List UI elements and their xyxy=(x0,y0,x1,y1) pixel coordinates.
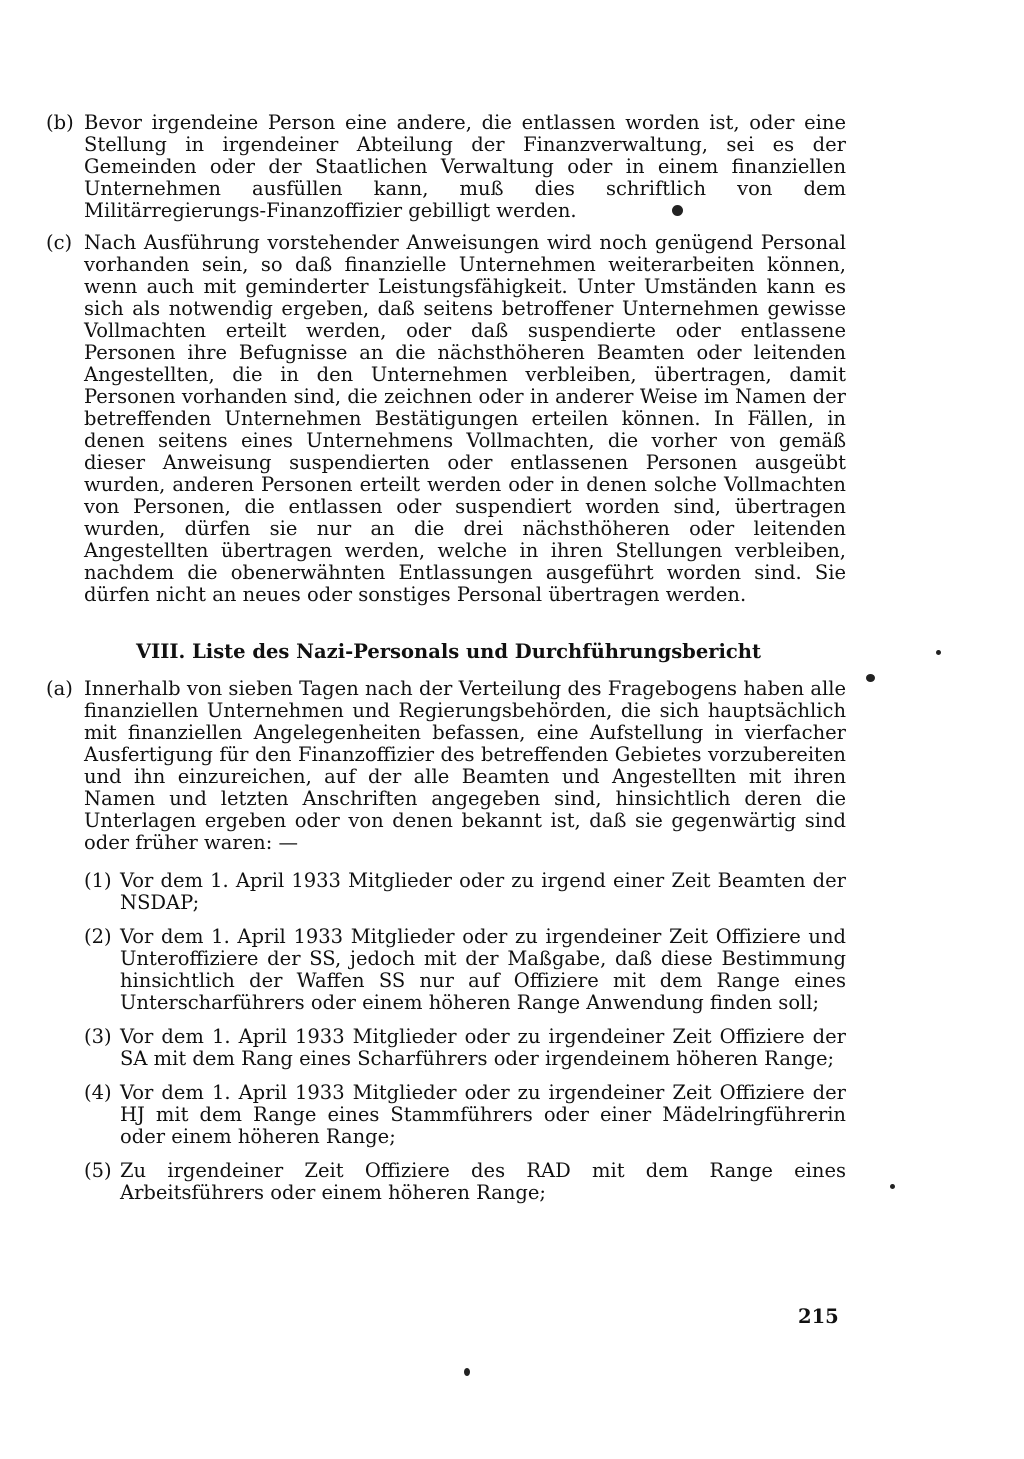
list-item xyxy=(84,1026,846,1070)
paragraph-c xyxy=(46,232,846,606)
paragraph-b xyxy=(46,112,846,222)
page-number: 215 xyxy=(798,1305,839,1328)
section-heading: VIII. Liste des Nazi-Personals und Durchführungsbericht xyxy=(136,640,761,663)
list-item-label: (1) xyxy=(84,869,112,892)
paragraph-text: Bevor irgendeine Person eine andere, die entlassen worden ist, oder eine Stellung in irgendeiner Abteilung der Finanzverwaltung, sei es der Gemeinden oder der Staatlichen Verwaltung oder in einem finanziellen Unternehmen ausfüllen kann, muß dies schriftlich von dem Militärregierungs-Finanzoffizier gebilligt werden. xyxy=(84,111,846,222)
list-item-text: Zu irgendeiner Zeit Offiziere des RAD mit dem Range eines Arbeitsführers oder einem höheren Range; xyxy=(120,1159,846,1204)
list-item-text: Vor dem 1. April 1933 Mitglieder oder zu irgendeiner Zeit Offiziere der SA mit dem Rang eines Scharführers oder irgendeinem höheren Range; xyxy=(120,1025,846,1070)
scan-speck xyxy=(866,674,875,682)
paragraph-label: (b) xyxy=(46,111,74,134)
paragraph-label: (c) xyxy=(46,231,73,254)
paragraph-text: Innerhalb von sieben Tagen nach der Verteilung des Fragebogens haben alle finanziellen Unternehmen und Regierungsbehörden, die sich hauptsächlich mit finanziellen Angelegenheiten befassen, eine Aufstellung in vierfacher Ausfertigung für den Finanzoffizier des betreffenden Gebietes vorzubereiten und ihn einzureichen, auf der alle Beamten und Angestellten mit ihren Namen und letzten Anschriften angegeben sind, hinsichtlich deren die Unterlagen ergeben oder von denen bekannt ist, daß sie gegenwärtig sind oder früher waren: — xyxy=(84,677,846,854)
scan-speck xyxy=(464,1368,470,1376)
list-item-label: (3) xyxy=(84,1025,112,1048)
list-item-text: Vor dem 1. April 1933 Mitglieder oder zu irgendeiner Zeit Offiziere der HJ mit dem Range eines Stammführers oder einer Mädelringführerin oder einem höheren Range; xyxy=(120,1081,846,1148)
list-item-label: (2) xyxy=(84,925,112,948)
scan-speck xyxy=(672,205,683,216)
list-item xyxy=(84,870,846,914)
paragraph-label: (a) xyxy=(46,677,73,700)
list-item xyxy=(84,926,846,1014)
list-item-text: Vor dem 1. April 1933 Mitglieder oder zu irgendeiner Zeit Offiziere und Unteroffiziere der SS, jedoch mit der Maßgabe, daß diese Bestimmung hinsichtlich der Waffen SS nur auf Offiziere mit dem Range eines Unterscharführers oder einem höheren Range Anwendung finden soll; xyxy=(120,925,846,1014)
list-item-label: (5) xyxy=(84,1159,112,1182)
scan-speck xyxy=(890,1184,895,1189)
list-item xyxy=(84,1160,846,1204)
paragraph-text: Nach Ausführung vorstehender Anweisungen wird noch genügend Personal vorhanden sein, so daß finanzielle Unternehmen weiterarbeiten können, wenn auch mit geminderter Leistungsfähigkeit. Unter Umständen kann es sich als notwendig ergeben, daß seitens betroffener Unternehmen gewisse Vollmachten erteilt werden, oder daß suspendierte oder entlassene Personen ihre Befugnisse an die nächsthöheren Beamten oder leitenden Angestellten, die in den Unternehmen verbleiben, übertragen, damit Personen vorhanden sind, die zeichnen oder in anderer Weise im Namen der betreffenden Unternehmen Bestätigungen erteilen können. In Fällen, in denen seitens eines Unternehmens Vollmachten, die vorher von gemäß dieser Anweisung suspendierten oder entlassenen Personen ausgeübt wurden, anderen Personen erteilt werden oder in denen solche Vollmachten von Personen, die entlassen oder suspendiert worden sind, übertragen wurden, dürfen sie nur an die drei nächsthöheren oder leitenden Angestellten übertragen werden, welche in ihren Stellungen verbleiben, nachdem die obenerwähnten Entlassungen ausgeführt worden sind. Sie dürfen nicht an neues oder sonstiges Personal übertragen werden. xyxy=(84,231,846,606)
list-item-label: (4) xyxy=(84,1081,112,1104)
list-item xyxy=(84,1082,846,1148)
page-content xyxy=(46,112,846,1216)
paragraph-a xyxy=(46,678,846,854)
scan-speck xyxy=(936,650,941,655)
list-item-text: Vor dem 1. April 1933 Mitglieder oder zu irgend einer Zeit Beamten der NSDAP; xyxy=(120,869,846,914)
